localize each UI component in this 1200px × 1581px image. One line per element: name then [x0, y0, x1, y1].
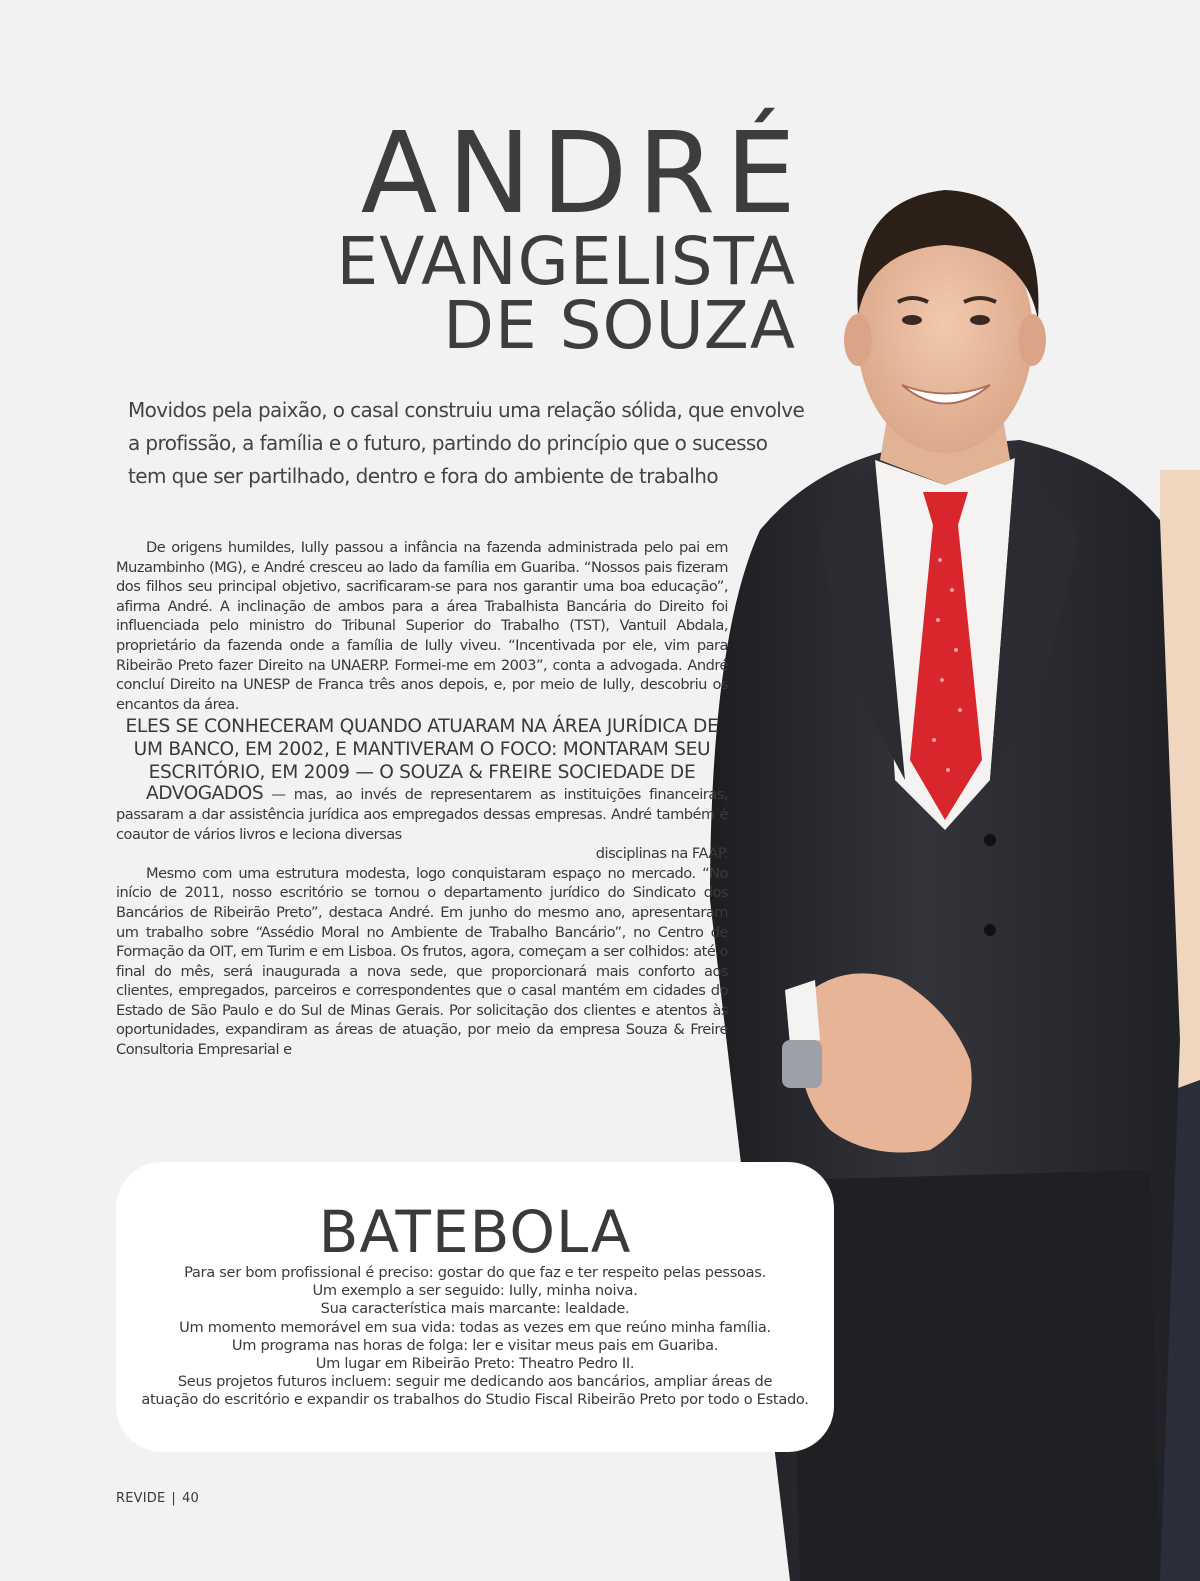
title-first-name: ANDRÉ: [360, 109, 806, 239]
batebola-item: Sua característica mais marcante: lealdade.: [320, 1300, 630, 1318]
body-continued-text: — mas, ao invés de representarem as instituições financeiras, passaram a dar assistência jurídica aos empregados dessas empresas. André também é coautor de vários livros e leciona diversas: [116, 786, 728, 843]
footer-separator: |: [171, 1491, 176, 1506]
batebola-item: Um momento memorável em sua vida: todas as vezes em que reúno minha família.: [179, 1318, 771, 1336]
subtitle-line: Movidos pela paixão, o casal construiu uma relação sólida, que envolve: [128, 398, 805, 422]
trousers: [790, 1170, 1160, 1581]
body-paragraph-continued: [116, 784, 728, 863]
article-subtitle: [128, 394, 808, 493]
wristwatch: [782, 1040, 822, 1088]
batebola-item: Um lugar em Ribeirão Preto: Theatro Pedro II.: [315, 1355, 635, 1373]
pull-quote-tail: ADVOGADOS: [146, 783, 264, 805]
page-number: 40: [182, 1491, 199, 1506]
batebola-box: [116, 1162, 834, 1452]
magazine-name: REVIDE: [116, 1491, 166, 1506]
body-paragraph-2: Mesmo com uma estrutura modesta, logo conquistaram espaço no mercado. “No início de 2011, nosso escritório se tornou o departamento jurídico do Sindicato dos Bancários de Ribeirão Preto”, destaca André. Em junho do mesmo ano, apresentaram um trabalho sobre “Assédio Moral no Ambiente de Trabalho Bancário”, no Centro de Formação da OIT, em Turim e em Lisboa. Os frutos, agora, começam a ser colhidos: até o final do mês, será inaugurada a nova sede, que proporcionará mais conforto aos clientes, empregados, parceiros e correspondentes que o casal mantém em cidades do Estado de São Paulo e do Sul de Minas Gerais. Por solicitação dos clientes e atentos às oportunidades, expandiram as áreas de atuação, por meio da empresa Souza & Freire Consultoria Empresarial e: [116, 864, 728, 1059]
body-continued-end: disciplinas na FAAP.: [595, 845, 728, 863]
batebola-item: Um programa nas horas de folga: ler e visitar meus pais em Guariba.: [231, 1336, 719, 1354]
article-body: [116, 538, 728, 1060]
body-paragraph-1: De origens humildes, Iully passou a infância na fazenda administrada pelo pai em Muzambinho (MG), e André cresceu ao lado da família em Guariba. “Nossos pais fizeram dos filhos seu principal objetivo, sacrificaram-se para nos garantir uma boa educação”, afirma André. A inclinação de ambos para a área Trabalhista Bancária do Direito foi influenciada pelo ministro do Tribunal Superior do Trabalho (TST), Vantuil Abdala, proprietário da fazenda onde a família de Iully viveu. “Incentivada por ele, vim para Ribeirão Preto fazer Direito na UNAERP. Formei-me em 2003”, conta a advogada. André concluí Direito na UNESP de Franca três anos depois, e, por meio de Iully, descobriu os encantos da área.: [116, 539, 728, 713]
title-last-name: DE SOUZA: [443, 287, 796, 364]
title-middle-name: EVANGELISTA: [336, 223, 796, 300]
page-footer: [116, 1491, 199, 1506]
batebola-item: atuação do escritório e expandir os trabalhos do Studio Fiscal Ribeirão Preto por todo o Estado.: [141, 1391, 809, 1409]
batebola-item: Para ser bom profissional é preciso: gostar do que faz e ter respeito pelas pessoas.: [184, 1264, 766, 1281]
batebola-list: [136, 1264, 814, 1410]
article-title: [336, 109, 806, 364]
subtitle-line: tem que ser partilhado, dentro e fora do ambiente de trabalho: [128, 464, 718, 488]
batebola-title: BATEBOLA: [318, 1198, 632, 1266]
batebola-item: Seus projetos futuros incluem: seguir me dedicando aos bancários, ampliar áreas de: [177, 1373, 773, 1391]
batebola-item: Um exemplo a ser seguido: Iully, minha noiva.: [312, 1282, 638, 1300]
pull-quote: ELES SE CONHECERAM QUANDO ATUARAM NA ÁREA JURÍDICA DE UM BANCO, EM 2002, E MANTIVERAM O FOCO: MONTARAM SEU ESCRITÓRIO, EM 2009 — O SOUZA & FREIRE SOCIEDADE DE: [125, 716, 719, 784]
subtitle-line: a profissão, a família e o futuro, partindo do princípio que o sucesso: [128, 431, 768, 455]
